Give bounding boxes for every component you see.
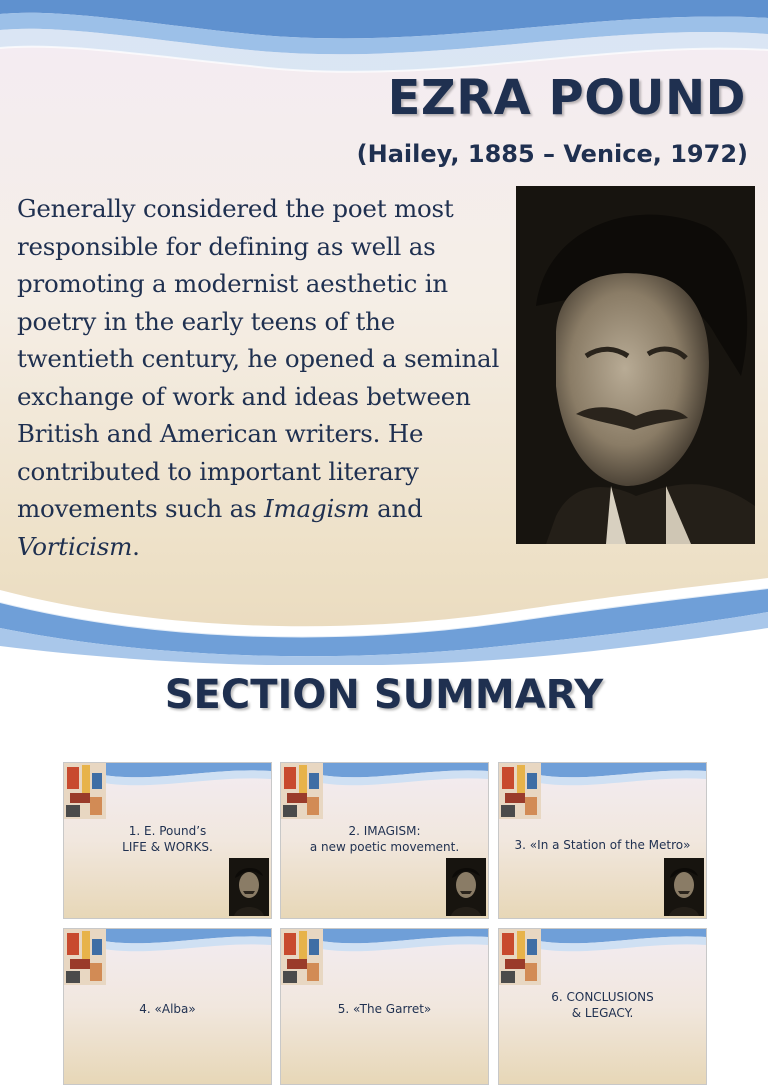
vorticist-art-icon (281, 763, 323, 819)
vorticist-art-icon (64, 929, 106, 985)
thumbnail-slide-6[interactable] (498, 928, 707, 1085)
biography-text (17, 190, 517, 565)
thumbnail-slide-5[interactable] (280, 928, 489, 1085)
portrait-photo-icon (516, 186, 755, 544)
thumbnail-slide-1[interactable] (63, 762, 272, 919)
vorticist-art-icon (64, 763, 106, 819)
thumbnail-slide-2[interactable] (280, 762, 489, 919)
thumbnail-label: 4. «Alba» (139, 1002, 196, 1016)
biography-text-part: . (132, 531, 140, 561)
thumbnail-label: 2. IMAGISM: a new poetic movement. (309, 824, 460, 854)
vorticism-term: Vorticism (17, 531, 133, 561)
thumbnail-label: 3. «In a Station of the Metro» (514, 838, 691, 852)
thumbnail-slide-3[interactable] (498, 762, 707, 919)
portrait-thumbnail-icon (664, 858, 704, 916)
slide-title: EZRA POUND (387, 70, 746, 126)
slide-subtitle: (Hailey, 1885 – Venice, 1972) (356, 140, 748, 168)
section-summary-title: SECTION SUMMARY (164, 672, 604, 718)
imagism-term: Imagism (264, 494, 370, 523)
biography-text-part: and (369, 494, 423, 523)
biography-text-part: Generally considered the poet most responsible for defining as well as promoting a modernist aesthetic in poetry in the early teens of the twentieth century, he opened a seminal exchange of work and ideas between British and American writers. He contributed to important literary movements such as (17, 194, 500, 523)
vorticist-art-icon (281, 929, 323, 985)
thumbnail-label: 1. E. Pound’s LIFE & WORKS. (122, 824, 213, 854)
portrait-thumbnail-icon (446, 858, 486, 916)
thumbnail-label: 6. CONCLUSIONS & LEGACY. (551, 990, 654, 1020)
bottom-wave-decoration (0, 572, 768, 665)
thumbnail-slide-4[interactable] (63, 928, 272, 1085)
thumbnail-label: 5. «The Garret» (337, 1002, 432, 1016)
portrait-thumbnail-icon (229, 858, 269, 916)
vorticist-art-icon (499, 929, 541, 985)
vorticist-art-icon (499, 763, 541, 819)
